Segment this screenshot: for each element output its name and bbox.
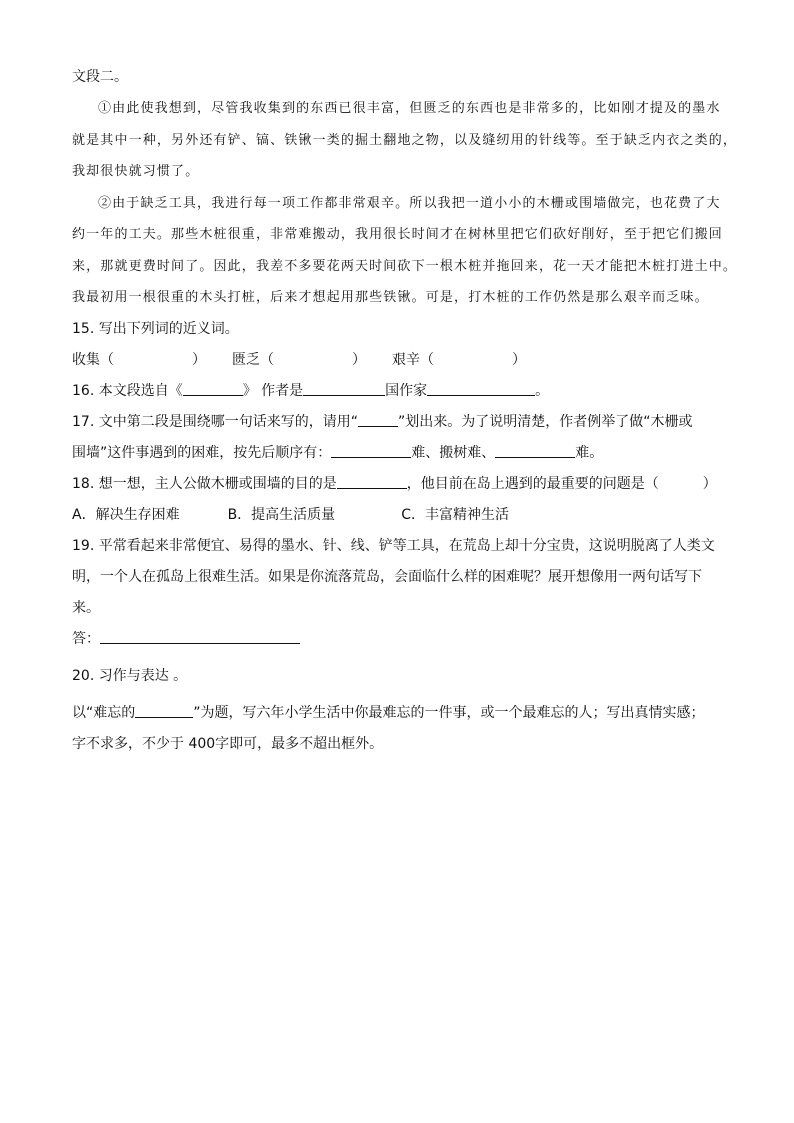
question-20-prompt: 20. 习作与表达 。 <box>72 667 188 684</box>
question-19-line-1: 19. 平常看起来非常便宜、易得的墨水、针、线、铲等工具，在荒岛上却十分宝贵，这说明脱离了人类文 <box>72 537 715 554</box>
question-17-line-2 <box>72 438 732 469</box>
worksheet-page <box>72 62 738 760</box>
passage-paragraph-1 <box>72 93 738 188</box>
passage-line: ①由此使我想到，尽管我收集到的东西已很丰富，但匮乏的东西也是非常多的，比如刚才提及的墨水 <box>98 101 721 116</box>
synonym-word-3: 艰辛（ <box>392 351 434 368</box>
question-19-line-2: 明，一个人在孤岛上很难生活。如果是你流落荒岛，会面临什么样的困难呢？展开想像用一两句话写下 <box>72 568 702 585</box>
passage-line: 就是其中一种，另外还有铲、镐、铁锹一类的掘土翻地之物，以及缝纫用的针线等。至于缺乏内衣之类的， <box>72 132 738 148</box>
q17-text-1: 17. 文中第二段是围绕哪一句话来写的，请用“ <box>72 413 358 430</box>
nationality-blank[interactable] <box>427 381 535 396</box>
passage-line: 我却很快就习惯了。 <box>72 164 200 179</box>
close-paren: ） <box>192 351 206 368</box>
question-19-line-3: 来。 <box>72 599 100 616</box>
passage-paragraph-2 <box>72 188 738 314</box>
question-18-options <box>72 500 732 531</box>
purpose-blank[interactable] <box>337 474 407 489</box>
question-16 <box>72 376 732 407</box>
difficulty-3-blank[interactable] <box>495 443 575 458</box>
q18-close-paren: ） <box>702 475 717 492</box>
passage-line: 来，那就更费时间了。因此，我差不多要花两天时间砍下一根木桩并拖回来，花一天才能把木桩打进土中。 <box>72 258 738 274</box>
close-paren: ） <box>352 351 366 368</box>
passage-line: ②由于缺乏工具，我进行每一项工作都非常艰辛。所以我把一道小小的木栅或围墙做完，也花费了大 <box>98 195 721 211</box>
question-15-prompt: 15. 写出下列词的近义词。 <box>72 320 239 337</box>
synonym-word-2: 匮乏（ <box>232 351 274 368</box>
question-15-words <box>72 345 732 376</box>
q16-text-end: 。 <box>535 382 550 399</box>
essay-title-blank[interactable] <box>135 703 193 718</box>
synonym-word-1: 收集（ <box>72 351 114 368</box>
passage-line: 我最初用一根很重的木头打桩，后来才想起用那些铁锹。可是，打木桩的工作仍然是那么艰辛而乏味。 <box>72 290 709 305</box>
author-blank[interactable] <box>303 381 385 396</box>
q18-text-1: 18. 想一想，主人公做木栅或围墙的目的是 <box>72 475 337 492</box>
close-paren: ） <box>512 351 526 368</box>
answer-line[interactable] <box>100 629 300 644</box>
q20-text-2: ”为题，写六年小学生活中你最难忘的一件事，或一个最难忘的人；写出真情实感； <box>193 704 705 721</box>
question-17-line-1 <box>72 407 732 438</box>
q17-text-5: 难。 <box>575 444 604 461</box>
q20-text-1: 以“难忘的 <box>72 704 136 721</box>
underline-mark-blank <box>358 412 398 427</box>
q18-text-2: ，他目前在岛上遇到的最重要的问题是（ <box>406 475 659 492</box>
answer-label: 答： <box>72 630 100 647</box>
q17-text-2: ”划出来。为了说明清楚，作者例举了做“木栅或 <box>397 413 693 430</box>
section-label: 文段二。 <box>72 69 128 85</box>
q16-text-1: 16. 本文段选自《 <box>72 382 183 399</box>
option-b[interactable]: B．提高生活质量 <box>227 506 336 523</box>
question-19-answer <box>72 624 732 655</box>
q16-text-2: 》 作者是 <box>242 382 304 399</box>
passage-line: 约一年的工夫。那些木桩很重，非常难搬动，我用很长时间才在树林里把它们砍好削好，至于把它们搬回 <box>72 227 723 242</box>
question-18 <box>72 469 732 500</box>
question-20-line-2: 字不求多，不少于 400字即可，最多不超出框外。 <box>72 735 384 752</box>
q16-text-3: 国作家 <box>385 382 428 399</box>
book-title-blank[interactable] <box>183 381 243 396</box>
q17-text-4: 难、搬树难、 <box>411 444 496 461</box>
option-a[interactable]: A．解决生存困难 <box>72 506 180 523</box>
question-20-line-1 <box>72 698 732 729</box>
difficulty-1-blank[interactable] <box>331 443 411 458</box>
q17-text-3: 围墙”这件事遇到的困难，按先后顺序有： <box>72 444 332 461</box>
option-c[interactable]: C．丰富精神生活 <box>401 506 509 523</box>
